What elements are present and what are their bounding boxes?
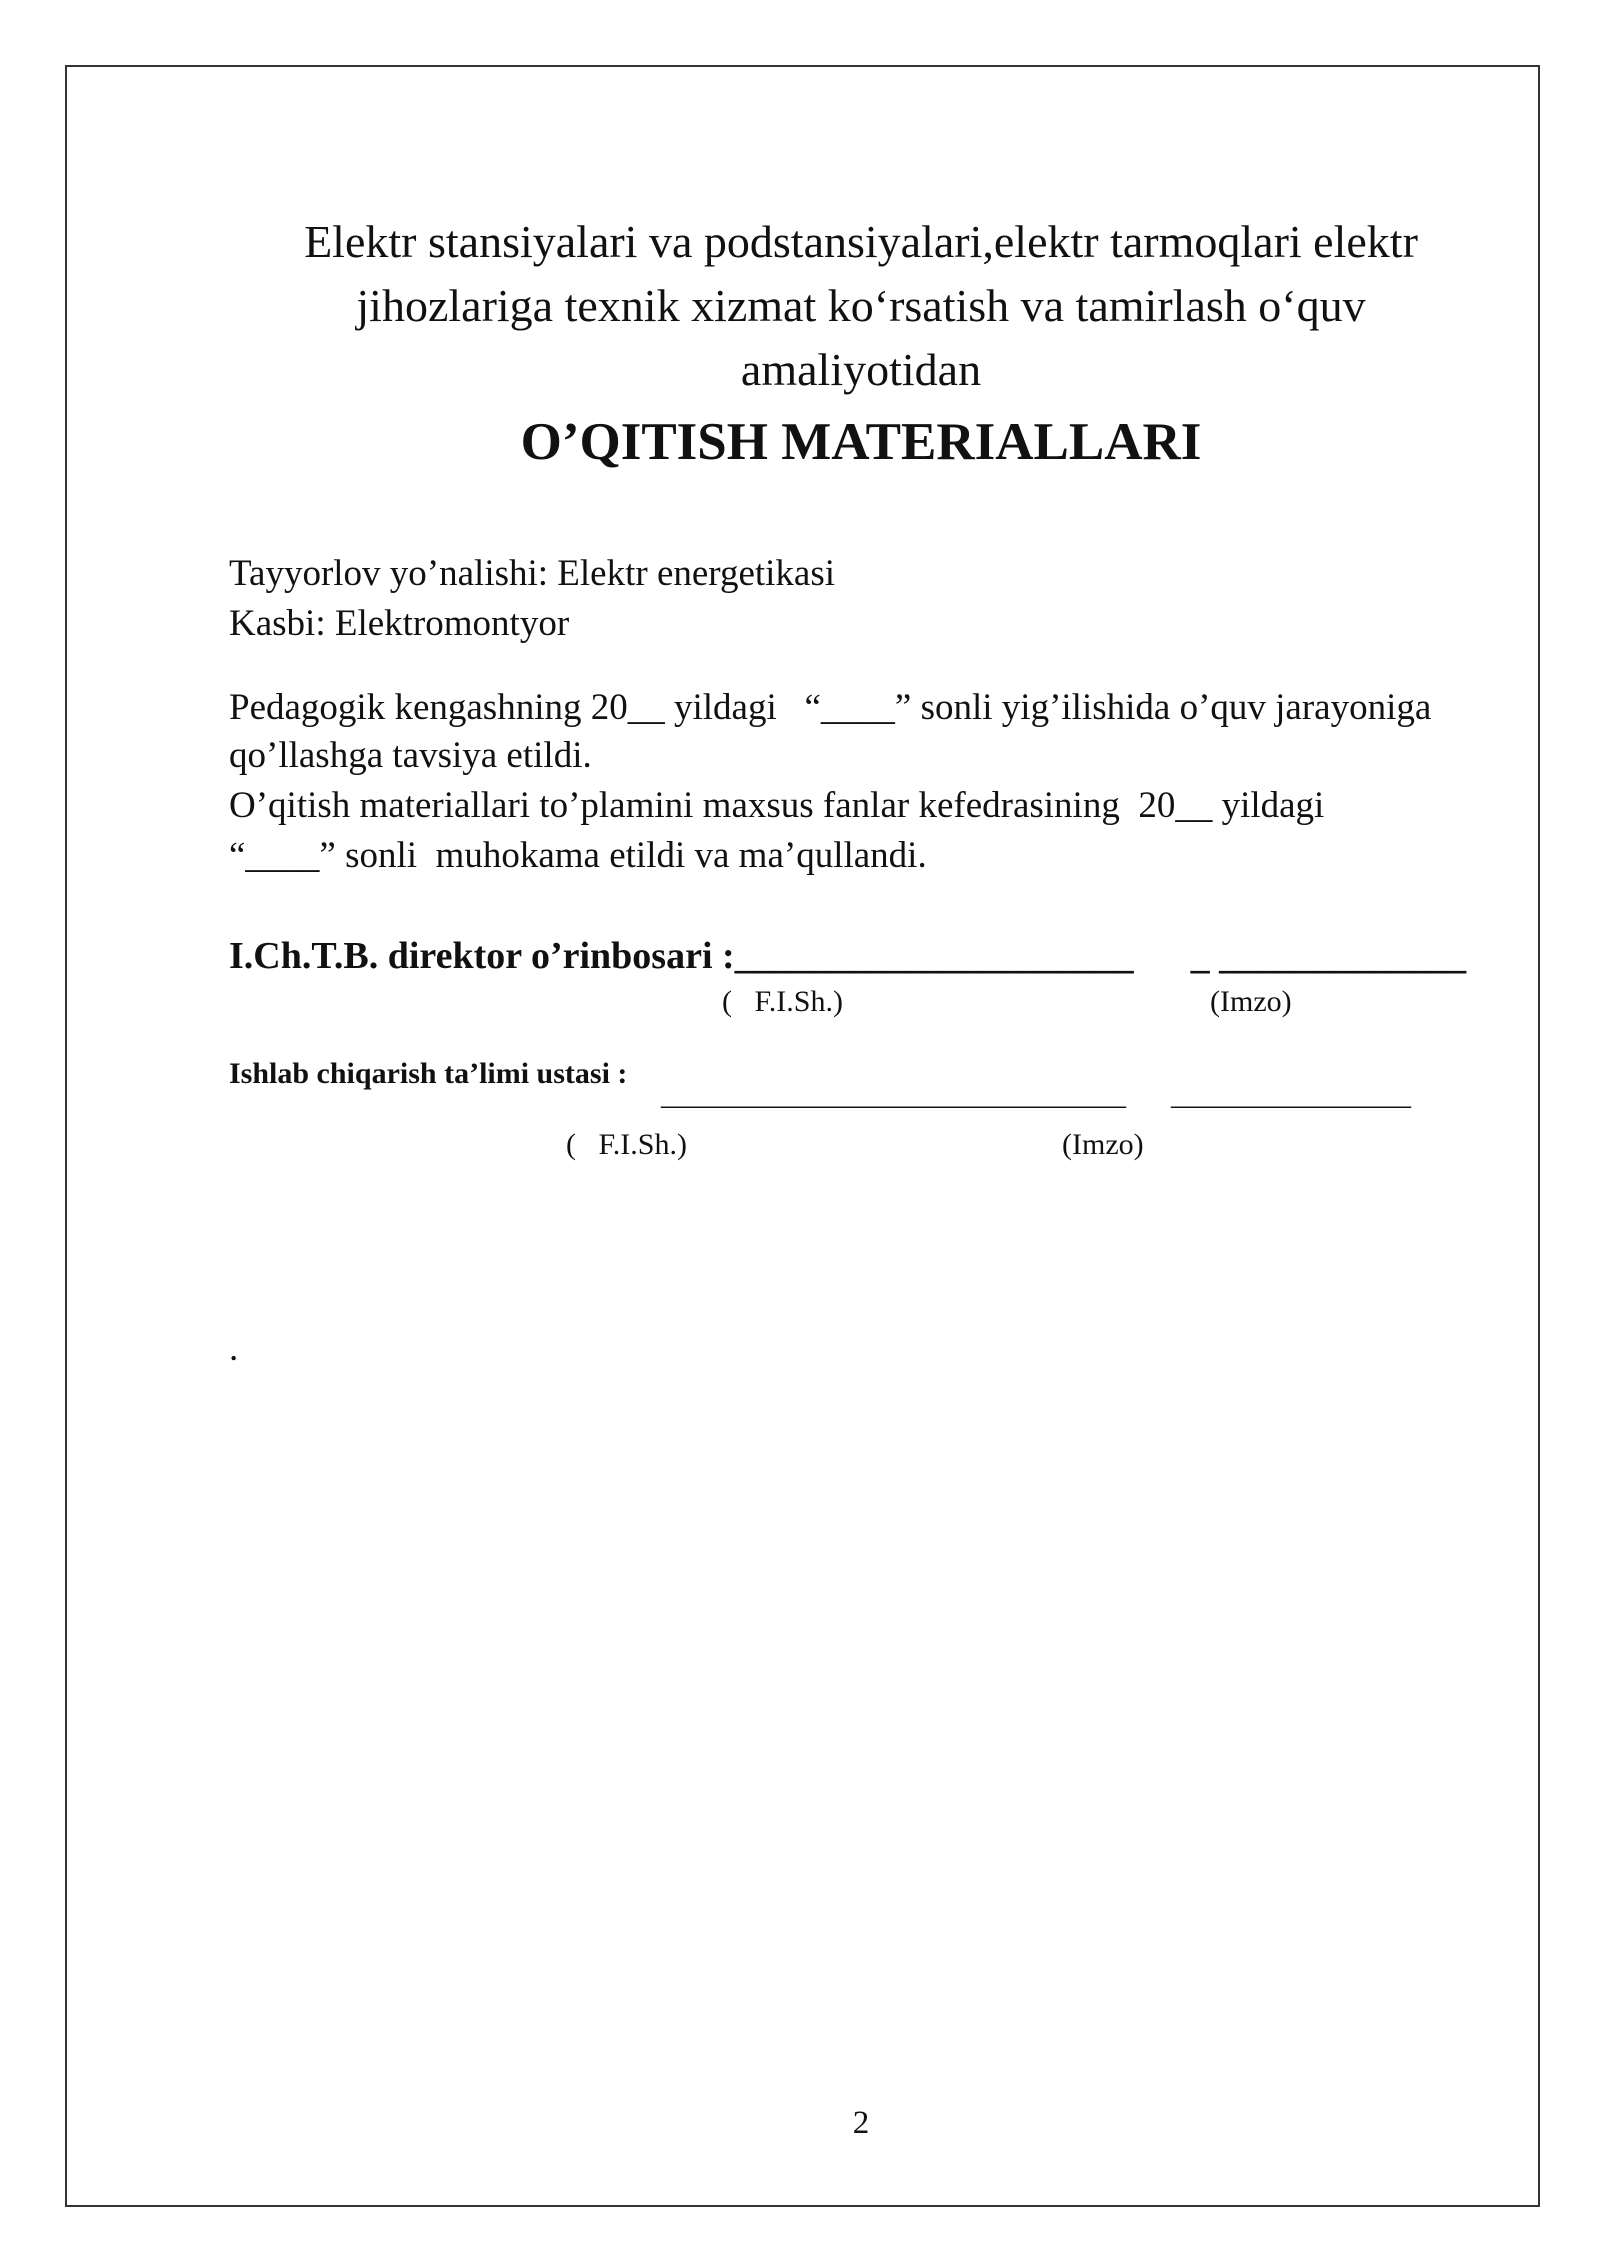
master-label: Ishlab chiqarish ta’limi ustasi :: [229, 1057, 628, 1090]
deputy-signature-caption: (Imzo): [1210, 985, 1292, 1018]
approval-line: qo’llashga tavsiya etildi.: [229, 735, 592, 776]
subject-heading: [229, 210, 1493, 402]
master-signature-caption: (Imzo): [1062, 1128, 1144, 1161]
subject-line: Elektr stansiyalari va podstansiyalari,elektr tarmoqlari elektr: [304, 216, 1418, 267]
document-title: O’QITISH MATERIALLARI: [520, 413, 1202, 471]
subject-line: amaliyotidan: [740, 344, 982, 395]
approval-line: Pedagogik kengashning 20__ yildagi “____” sonli yig’ilishida o’quv jarayoniga: [229, 687, 1432, 728]
stray-mark: .: [229, 1328, 239, 1369]
profession: Kasbi: Elektromontyor: [229, 603, 570, 644]
training-direction: Tayyorlov yo’nalishi: Elektr energetikasi: [229, 553, 836, 594]
subject-line: jihozlariga texnik xizmat ko‘rsatish va tamirlash o‘quv: [356, 280, 1366, 331]
approval-line: “____” sonli muhokama etildi va ma’qullandi.: [229, 835, 927, 876]
deputy-name-caption: ( F.I.Sh.): [722, 985, 843, 1018]
master-signature-blank: ________________: [1171, 1078, 1411, 1111]
approval-line: O’qitish materiallari to’plamini maxsus fanlar kefedrasining 20__ yildagi: [229, 785, 1325, 826]
page-number: 2: [852, 2105, 870, 2141]
deputy-director-signature-line: I.Ch.T.B. direktor o’rinbosari :_____________________ _ _____________: [229, 935, 1467, 977]
master-name-blank: _______________________________: [661, 1078, 1126, 1111]
master-name-caption: ( F.I.Sh.): [566, 1128, 687, 1161]
